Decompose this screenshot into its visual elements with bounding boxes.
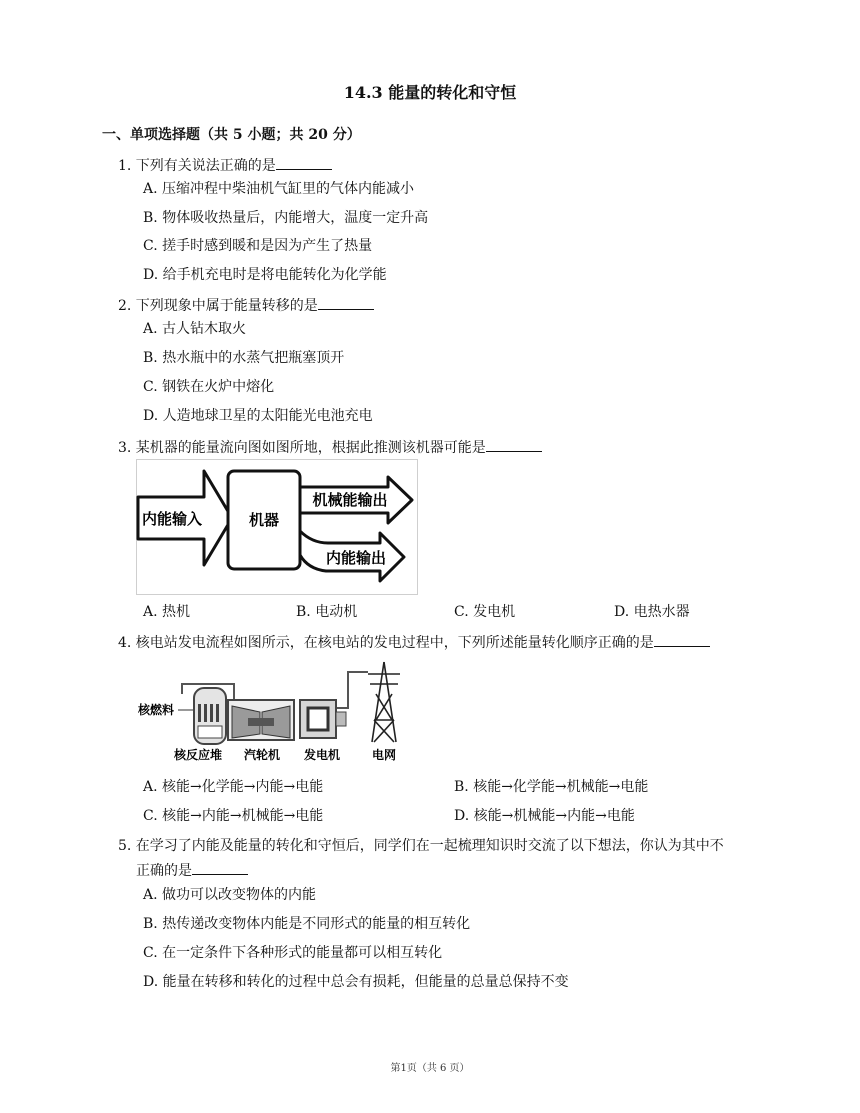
question-2-option-c: C. 钢铁在火炉中熔化 bbox=[143, 379, 275, 395]
question-2-option-d: D. 人造地球卫星的太阳能光电池充电 bbox=[143, 408, 373, 424]
power-line bbox=[336, 672, 368, 708]
nuclear-plant-figure bbox=[136, 660, 416, 766]
fuel-label: 核燃料 bbox=[138, 703, 175, 717]
question-5-option-d: D. 能量在转移和转化的过程中总会有损耗，但能量的总量总保持不变 bbox=[143, 974, 569, 990]
question-3-option-b: B. 电动机 bbox=[296, 604, 358, 620]
machine-label: 机器 bbox=[248, 511, 280, 529]
question-4-option-b: B. 核能→化学能→机械能→电能 bbox=[454, 779, 649, 795]
fuel-rod bbox=[210, 704, 213, 722]
answer-blank bbox=[276, 157, 332, 170]
coolant-chamber bbox=[198, 726, 222, 738]
turbine-shaft bbox=[248, 718, 274, 726]
reactor-label: 核反应堆 bbox=[173, 748, 223, 762]
page-title: 14.3 能量的转化和守恒 bbox=[343, 83, 517, 102]
question-1-option-d: D. 给手机充电时是将电能转化为化学能 bbox=[143, 267, 387, 283]
question-2-stem: 2. 下列现象中属于能量转移的是 bbox=[118, 295, 374, 315]
turbine-label: 汽轮机 bbox=[243, 748, 281, 762]
page-footer: 第1页（共 6 页） bbox=[390, 1063, 470, 1074]
answer-blank bbox=[192, 862, 248, 875]
generator-terminal bbox=[336, 712, 346, 726]
fuel-rod bbox=[198, 704, 201, 722]
input-label: 内能输入 bbox=[141, 510, 203, 528]
question-1-stem: 1. 下列有关说法正确的是 bbox=[118, 155, 332, 175]
generator-label: 发电机 bbox=[303, 748, 341, 762]
question-4-option-a: A. 核能→化学能→内能→电能 bbox=[143, 779, 324, 795]
grid-label: 电网 bbox=[371, 748, 397, 762]
question-5-option-b: B. 热传递改变物体内能是不同形式的能量的相互转化 bbox=[143, 916, 471, 932]
question-5-stem-line1: 5. 在学习了内能及能量的转化和守恒后，同学们在一起梳理知识时交流了以下想法，你认为其中不 bbox=[118, 838, 724, 854]
question-5-stem-line2: 正确的是 bbox=[136, 860, 248, 880]
question-1-option-b: B. 物体吸收热量后，内能增大，温度一定升高 bbox=[143, 210, 429, 226]
question-3-stem: 3. 某机器的能量流向图如图所地，根据此推测该机器可能是 bbox=[118, 437, 542, 457]
fuel-rod bbox=[204, 704, 207, 722]
heat-output-label: 内能输出 bbox=[325, 549, 387, 567]
section-heading: 一、单项选择题（共 5 小题；共 20 分） bbox=[102, 127, 361, 143]
question-3-option-c: C. 发电机 bbox=[454, 604, 516, 620]
question-4-option-c: C. 核能→内能→机械能→电能 bbox=[143, 808, 324, 824]
question-2-option-a: A. 古人钻木取火 bbox=[143, 321, 247, 337]
question-1-option-a: A. 压缩冲程中柴油机气缸里的气体内能减小 bbox=[143, 181, 415, 197]
answer-blank bbox=[318, 297, 374, 310]
question-1-option-c: C. 搓手时感到暖和是因为产生了热量 bbox=[143, 238, 373, 254]
question-5-option-a: A. 做功可以改变物体的内能 bbox=[143, 887, 317, 903]
pylon-icon bbox=[368, 662, 400, 742]
answer-blank bbox=[654, 634, 710, 647]
question-3-option-d: D. 电热水器 bbox=[614, 604, 690, 620]
fuel-rod bbox=[216, 704, 219, 722]
question-2-option-b: B. 热水瓶中的水蒸气把瓶塞顶开 bbox=[143, 350, 345, 366]
question-5-option-c: C. 在一定条件下各种形式的能量都可以相互转化 bbox=[143, 945, 443, 961]
generator-core bbox=[308, 708, 328, 730]
energy-flow-figure bbox=[136, 459, 418, 595]
answer-blank bbox=[486, 439, 542, 452]
mechanical-output-label: 机械能输出 bbox=[312, 491, 388, 509]
question-4-stem: 4. 核电站发电流程如图所示，在核电站的发电过程中，下列所述能量转化顺序正确的是 bbox=[118, 632, 710, 652]
question-3-option-a: A. 热机 bbox=[143, 604, 191, 620]
question-4-option-d: D. 核能→机械能→内能→电能 bbox=[454, 808, 635, 824]
